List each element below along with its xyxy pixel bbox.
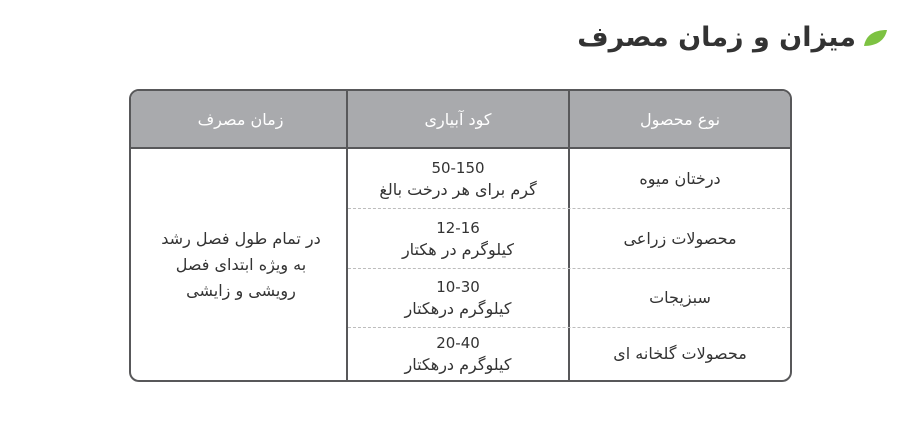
usage-time-line: رویشی و زایشی (186, 280, 296, 300)
header-product-type: نوع محصول (640, 109, 721, 129)
usage-table (129, 89, 792, 382)
table-row-amount (348, 328, 568, 380)
usage-time-line: به ویژه ابتدای فصل (175, 254, 307, 274)
amount-unit: کیلوگرم در هکتار (401, 239, 515, 259)
amount-range: 50-150 (431, 158, 485, 177)
table-row-product: سبزیجات (649, 288, 711, 307)
amount-range: 20-40 (436, 334, 480, 352)
table-row-amount (348, 209, 568, 268)
amount-range: 10-30 (436, 278, 480, 296)
usage-time-cell (131, 149, 351, 380)
amount-unit: کیلوگرم درهکتار (404, 355, 512, 374)
amount-unit: کیلوگرم درهکتار (404, 299, 512, 318)
table-row-amount (348, 149, 568, 208)
table-header-row (131, 91, 790, 149)
section-title: میزان و زمان مصرف (577, 22, 856, 53)
section-heading (577, 18, 888, 58)
table-row-product: محصولات زراعی (623, 228, 737, 248)
amount-range: 12-16 (436, 218, 480, 237)
usage-time-line: در تمام طول فصل رشد (161, 228, 321, 248)
table-row-product: محصولات گلخانه ای (613, 344, 747, 363)
header-irrigation-fertilizer: کود آبیاری (424, 109, 492, 129)
table-row-product: درختان میوه (639, 168, 721, 188)
table-row-amount (348, 269, 568, 327)
header-usage-time: زمان مصرف (197, 109, 284, 129)
leaf-icon (862, 29, 888, 47)
amount-unit: گرم برای هر درخت بالغ (379, 179, 537, 199)
